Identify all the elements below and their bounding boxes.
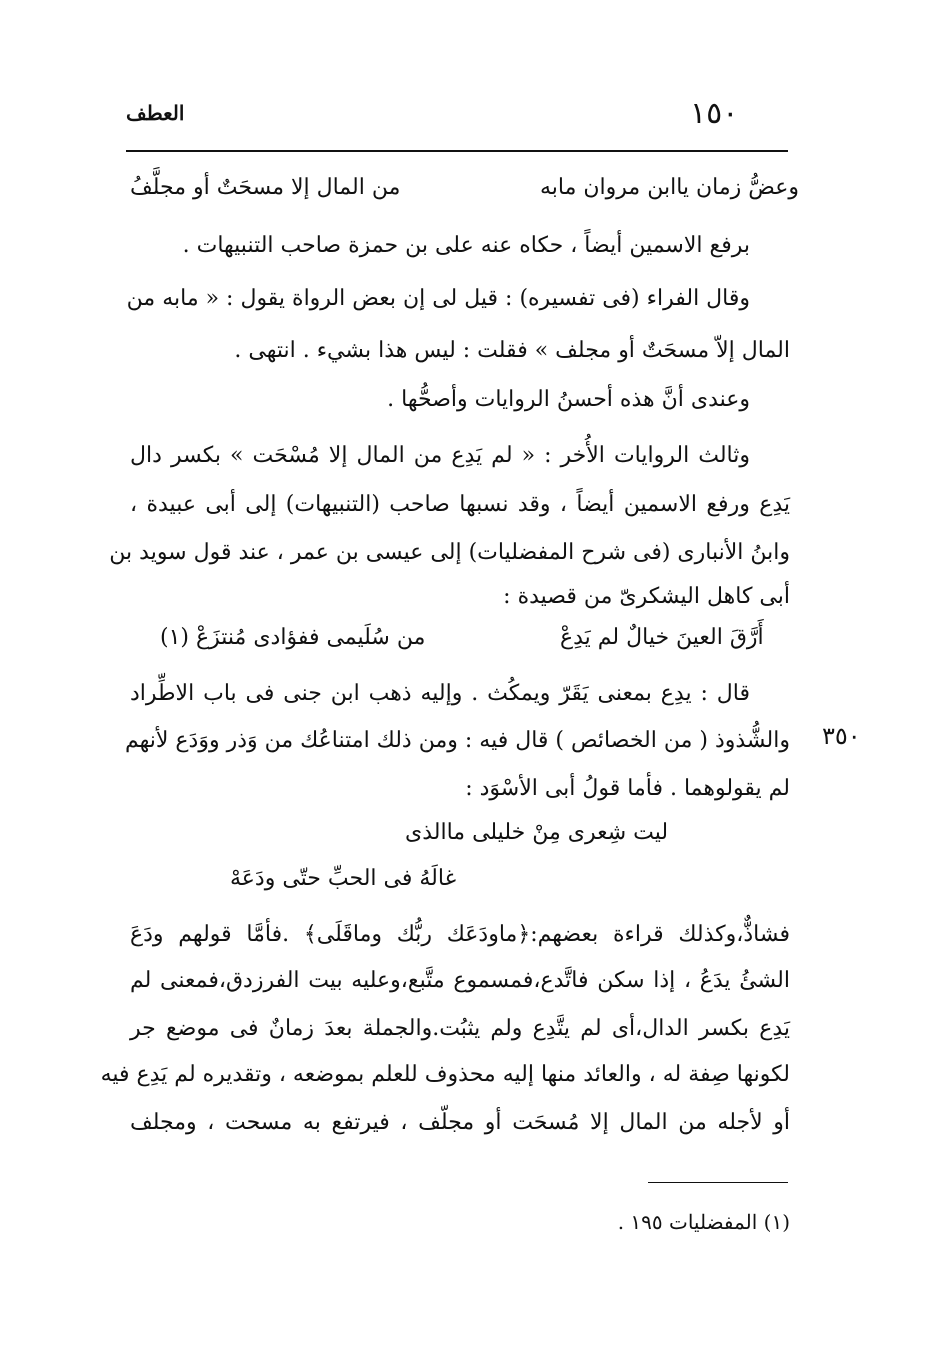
header-divider [126,150,788,152]
text-line: لم يقولوهما . فأما قولُ أبى الأسْوَد : [465,776,790,801]
text-line: المال إلاّ مسحَتٌ أو مجلف » فقلت : ليس هذا بشيء . انتهى . [234,338,790,363]
footnote-divider [648,1182,788,1183]
text-line: لكونها صِفة له ، والعائد منها إليه محذوف للعلم بموضعه ، وتقديره لم يَدِع فيه [100,1062,790,1087]
text-line: يَدِع بكسر الدال،أى لم يتَّدِع ولم يثبُت.والجملة بعدَ زمانٌ فى موضع جر [130,1016,790,1041]
page-number: ١٥٠ [690,96,739,131]
text-line: برفع الاسمين أيضاً ، حكاه عنه على بن حمزة صاحب التنبيهات . [182,233,750,258]
text-line: والشُّذوذ ( من الخصائص ) قال فيه : ومن ذلك امتناعُك من وَذر ووَدَع لأنهم [124,728,790,753]
text-line: أبى كاهل اليشكرىّ من قصيدة : [503,584,790,609]
verse1-hemistich-left: من المال إلا مسحَتٌ أو مجلَّفُ [130,175,401,200]
verse2-hemistich-right: أَرَّقَ العينَ خيالٌ لم يَدِعْ [560,625,764,650]
chapter-title: العطف [126,101,185,125]
verse2-hemistich-left: من سُلَيمى ففؤادى مُنتزَعْ (١) [160,625,426,650]
footnote: (١) المفضليات ١٩٥ . [617,1210,790,1234]
text-line: وعندى أنَّ هذه أحسنُ الروايات وأصحُّها . [387,387,750,412]
text-line: قال : يدِع بمعنى يَقَرّ ويمكُث . وإليه ذهب ابن جنى فى باب الاطِّراد [130,681,750,706]
verse3-line2: غالَهُ فى الحبِّ حتّى ودَعَهْ [230,866,457,891]
text-line: أو لأجله من المال إلا مُسحَت أو مجلّف ، فيرتفع به مسحت ، ومجلف [130,1110,790,1135]
text-line: وابنُ الأنبارى (فى شرح المفضليات) إلى عيسى بن عمر ، عند قول سويد بن [109,540,790,565]
text-line: وقال الفراء (فى تفسيره) : قيل لى إن بعض الرواة يقول : « مابه من [126,286,750,311]
verse3-line1: ليت شِعرى مِنْ خليلى ماالذى [405,820,669,845]
text-line: الشئُ يدَعُ ، إذا سكن فاتَّدع،فمسموع متَّبع،وعليه بيت الفرزدق،فمعنى لم [130,968,790,993]
verse1-hemistich-right: وعضُّ زمان ياابن مروان مابه [540,175,799,200]
text-line: وثالث الروايات الأُخر : « لم يَدِع من المال إلا مُسْحَت » بكسر دال [130,443,750,468]
text-line: فشاذٌّ،وكذلك قراءة بعضهم:﴿ماودَعَك ربُّك وماقَلَى﴾ .فأمَّا قولهم ودَعَ [130,922,790,947]
margin-line-number: ٣٥٠ [822,722,861,750]
text-line: يَدِع ورفع الاسمين أيضاً ، وقد نسبها صاحب (التنبيهات) إلى أبى عبيدة ، [130,492,790,517]
